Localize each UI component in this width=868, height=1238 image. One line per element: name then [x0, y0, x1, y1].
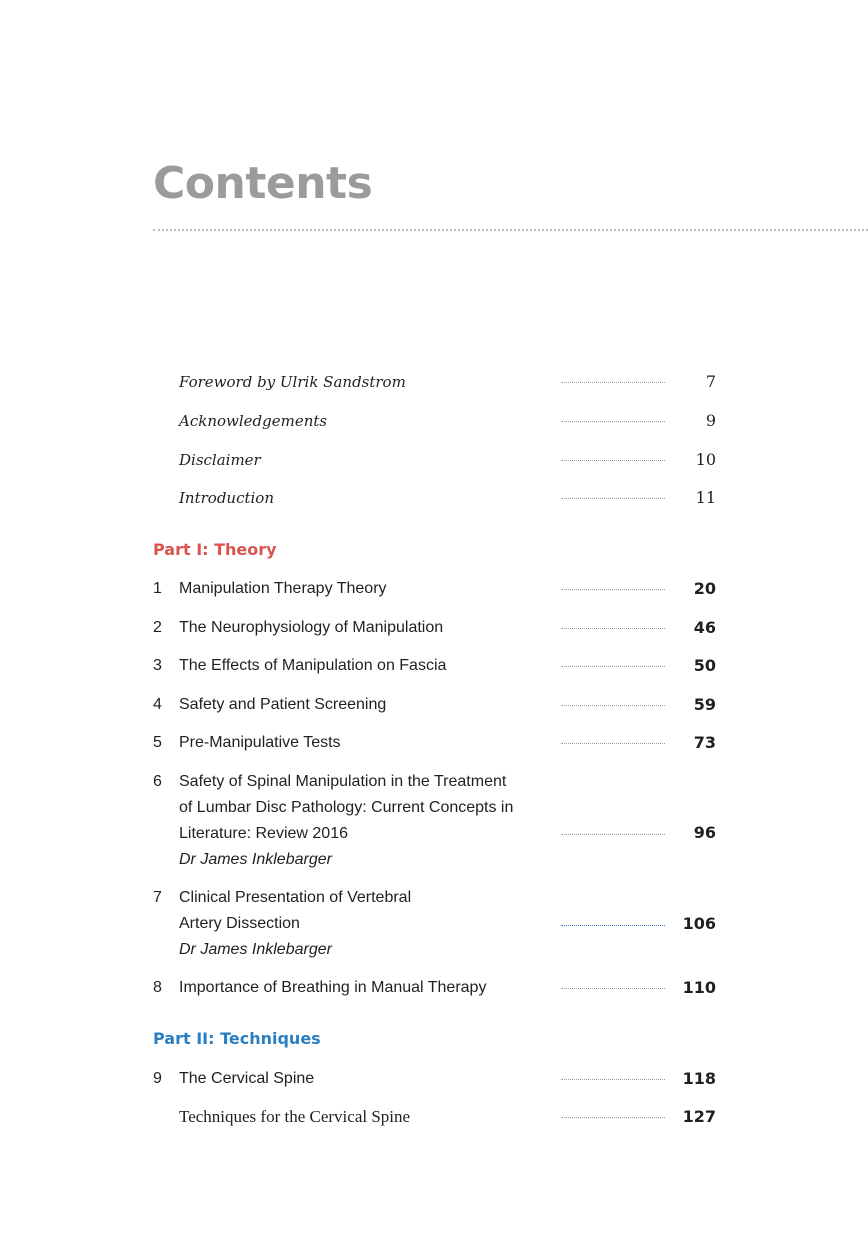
dot-leader [561, 705, 665, 706]
toc-entry-title: Acknowledgements [179, 412, 328, 430]
chapter-title-line: Safety of Spinal Manipulation in the Treatment [179, 773, 507, 790]
chapter-title [179, 769, 549, 873]
toc-entry-title: Foreword by Ulrik Sandstrom [179, 373, 406, 391]
chapter-title: Manipulation Therapy Theory [179, 580, 387, 597]
heading-dotted-rule [153, 229, 868, 231]
toc-entry-page: 9 [705, 411, 716, 430]
dot-leader [561, 628, 665, 629]
chapter-number: 6 [153, 773, 162, 790]
contents-heading: Contents [153, 158, 373, 209]
toc-entry-page: 7 [705, 372, 716, 391]
dot-leader [561, 925, 665, 926]
chapter-page: 73 [693, 733, 716, 752]
chapter-page: 106 [682, 914, 716, 933]
chapter-page: 20 [693, 579, 716, 598]
chapter-title: The Neurophysiology of Manipulation [179, 619, 444, 636]
chapter-page: 46 [693, 618, 716, 637]
chapter-number: 5 [153, 734, 162, 751]
chapter-number: 3 [153, 657, 162, 674]
chapter-title: Importance of Breathing in Manual Therapy [179, 979, 487, 996]
dot-leader [561, 382, 665, 383]
chapter-title: Pre-Manipulative Tests [179, 734, 341, 751]
toc-entry-title: Introduction [179, 489, 274, 507]
chapter-page: 59 [693, 695, 716, 714]
dot-leader [561, 1079, 665, 1080]
chapter-number: 9 [153, 1070, 162, 1087]
toc-entry-title: Disclaimer [179, 451, 261, 469]
chapter-number: 7 [153, 889, 162, 906]
dot-leader [561, 589, 665, 590]
chapter-title-line: Clinical Presentation of Vertebral [179, 889, 412, 906]
part-1-heading: Part I: Theory [153, 540, 277, 559]
chapter-title: Safety and Patient Screening [179, 696, 387, 713]
dot-leader [561, 834, 665, 835]
chapter-page: 118 [682, 1069, 716, 1088]
dot-leader [561, 666, 665, 667]
chapter-number: 8 [153, 979, 162, 996]
chapter-page: 110 [682, 978, 716, 997]
chapter-page: 50 [693, 656, 716, 675]
chapter-title [179, 885, 549, 963]
section-page: 127 [682, 1107, 716, 1126]
chapter-page: 96 [693, 823, 716, 842]
chapter-title: The Effects of Manipulation on Fascia [179, 657, 447, 674]
chapter-title-line: Artery Dissection [179, 915, 300, 932]
chapter-number: 2 [153, 619, 162, 636]
toc-entry-page: 10 [695, 450, 716, 469]
section-title: Techniques for the Cervical Spine [179, 1107, 411, 1126]
chapter-title-line: Literature: Review 2016 [179, 825, 348, 842]
chapter-number: 1 [153, 580, 162, 597]
dot-leader [561, 1117, 665, 1118]
dot-leader [561, 421, 665, 422]
dot-leader [561, 460, 665, 461]
dot-leader [561, 743, 665, 744]
chapter-author: Dr James Inklebarger [179, 941, 332, 958]
dot-leader [561, 988, 665, 989]
chapter-author: Dr James Inklebarger [179, 851, 332, 868]
part-2-heading: Part II: Techniques [153, 1029, 321, 1048]
toc-entry-page: 11 [695, 488, 716, 507]
chapter-number: 4 [153, 696, 162, 713]
chapter-title: The Cervical Spine [179, 1070, 315, 1087]
dot-leader [561, 498, 665, 499]
chapter-title-line: of Lumbar Disc Pathology: Current Concepts in [179, 799, 514, 816]
